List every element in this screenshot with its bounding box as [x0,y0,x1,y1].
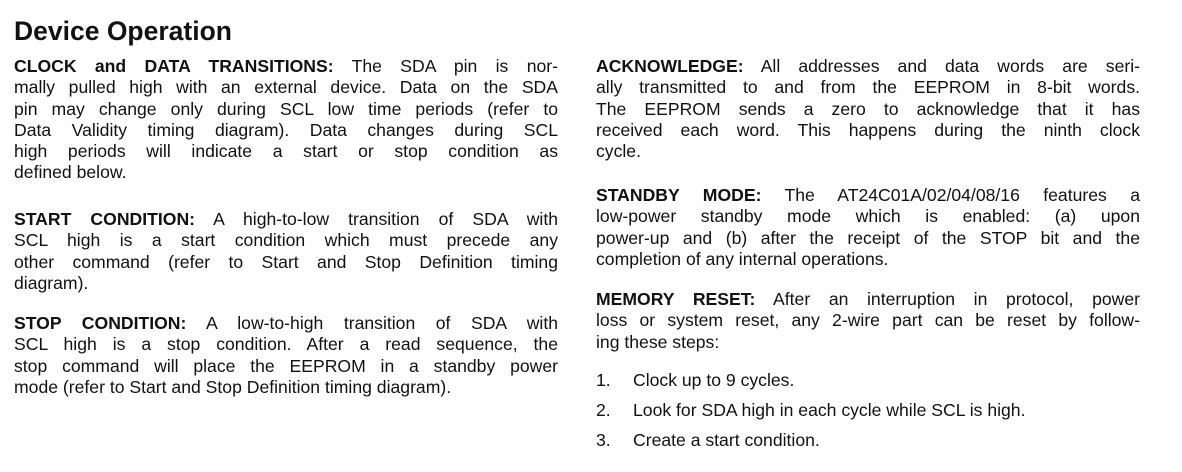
list-item: 2. Look for SDA high in each cycle while SCL is high. [596,400,1026,420]
memory-reset-paragraph: MEMORY RESET: After an interruption in protocol, power loss or system reset, any 2-wire part can be reset by follow- ing these steps: [596,289,1140,352]
acknowledge-paragraph: ACKNOWLEDGE: All addresses and data words are seri- ally transmitted to and from the EEPROM in 8-bit words. The EEPROM sends a zero to acknowledge that it has received each word. This happens during the ninth clock cycle. [596,56,1140,162]
paragraph-label: STOP CONDITION: [14,313,187,333]
stop-condition-paragraph: STOP CONDITION: A low-to-high transition of SDA with SCL high is a stop condition. After a read sequence, the stop command will place the EEPROM in a standby power mode (refer to Start and Stop Definition timing diagram). [14,313,559,397]
clock-data-transitions-paragraph: CLOCK and DATA TRANSITIONS: The SDA pin is nor- mally pulled high with an external device. Data on the SDA pin may change only during SCL low time periods (refer to Data Validity timing diagram). Data changes during SCL high periods will indicate a start or stop condition as defined below. [14,56,558,183]
list-item: 3. Create a start condition. [596,430,820,450]
paragraph-label: START CONDITION: [14,209,196,229]
paragraph-label: ACKNOWLEDGE: [596,56,744,76]
list-item: 1. Clock up to 9 cycles. [596,370,795,390]
paragraph-label: MEMORY RESET: [596,289,756,309]
paragraph-label: STANDBY MODE: [596,185,762,205]
paragraph-label: CLOCK and DATA TRANSITIONS: [14,56,334,76]
section-heading: Device Operation [14,16,232,46]
start-condition-paragraph: START CONDITION: A high-to-low transition of SDA with SCL high is a start condition which must precede any other command (refer to Start and Stop Definition timing diagram). [14,209,559,293]
standby-mode-paragraph: STANDBY MODE: The AT24C01A/02/04/08/16 features a low-power standby mode which is enabled: (a) upon power-up and (b) after the receipt of the STOP bit and the completion of any internal operations. [596,185,1140,269]
